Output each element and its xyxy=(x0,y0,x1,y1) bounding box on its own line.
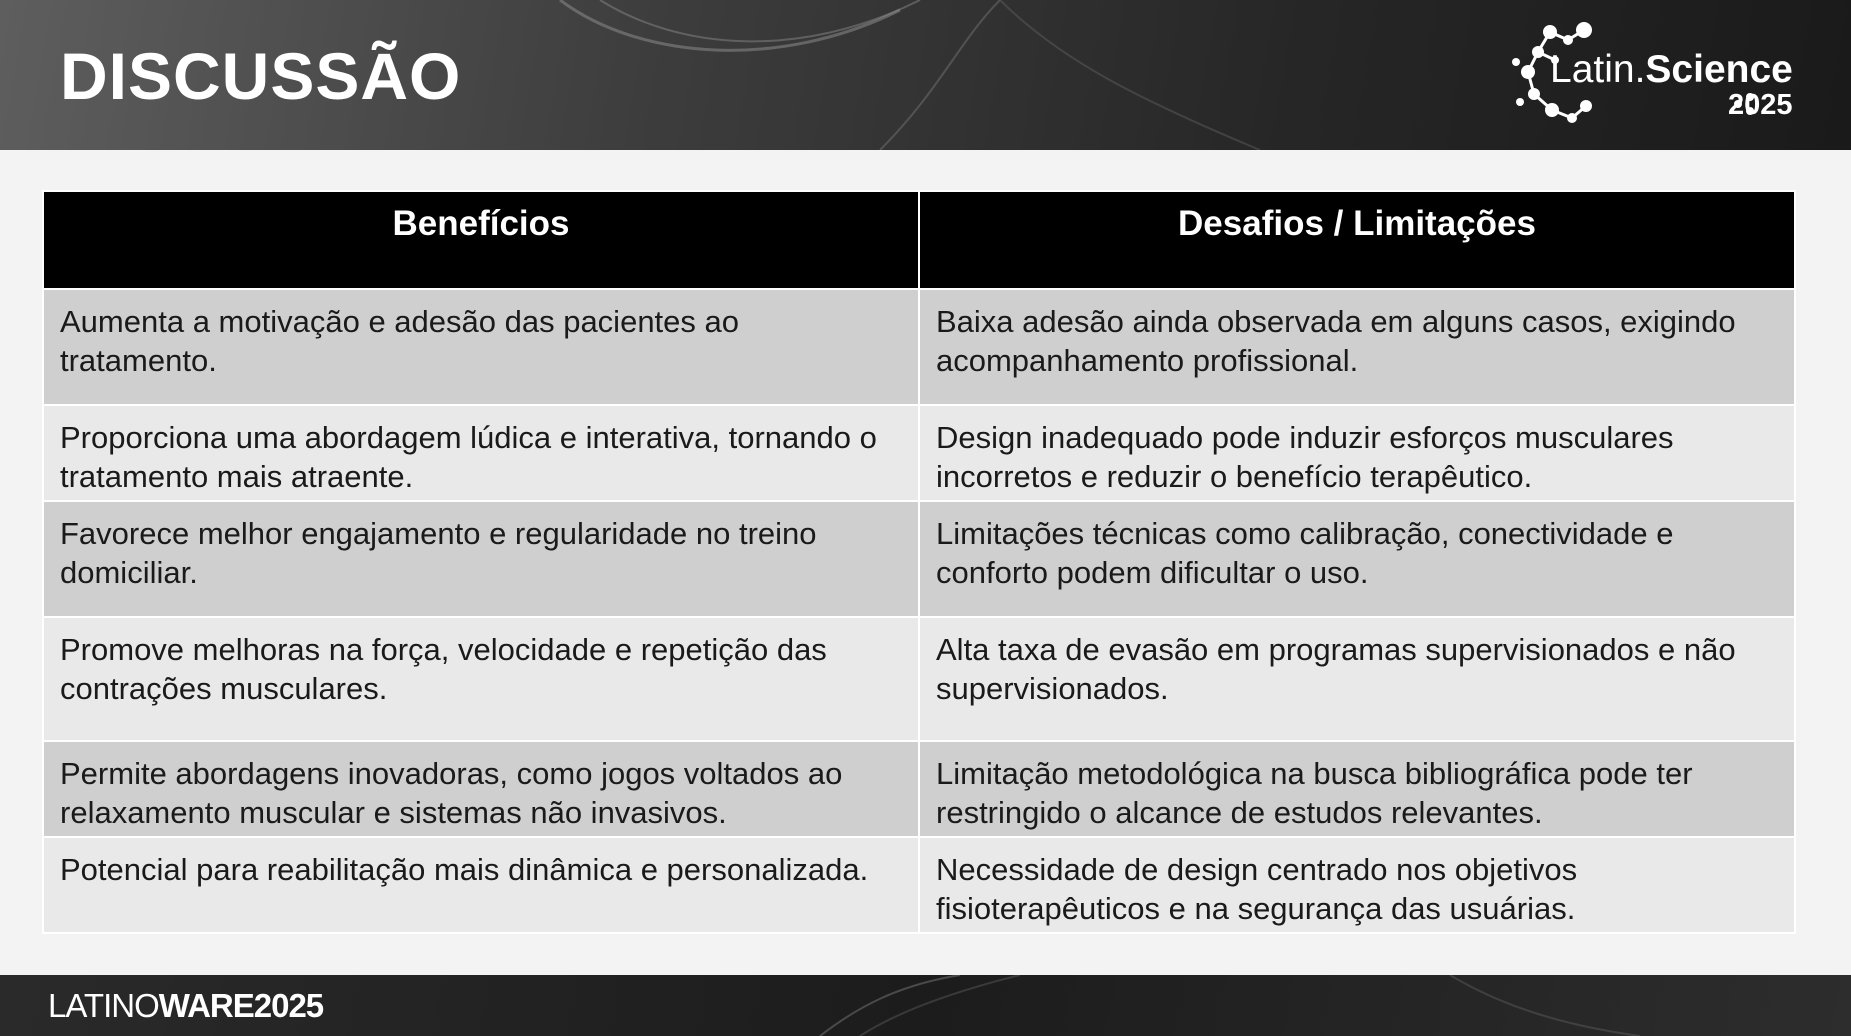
challenge-cell: Limitação metodológica na busca bibliográfica pode ter restringido o alcance de estudos relevantes. xyxy=(919,741,1795,837)
footer-brand-bold: WARE xyxy=(158,987,254,1024)
latinoware-logo xyxy=(48,987,323,1025)
logo-year: 2025 xyxy=(1728,89,1793,121)
logo-name-bold: Science xyxy=(1645,48,1793,91)
benefit-cell: Aumenta a motivação e adesão das pacientes ao tratamento. xyxy=(43,289,919,405)
table-row xyxy=(43,501,1795,617)
benefit-cell: Proporciona uma abordagem lúdica e interativa, tornando o tratamento mais atraente. xyxy=(43,405,919,501)
benefit-cell: Favorece melhor engajamento e regularidade no treino domiciliar. xyxy=(43,501,919,617)
challenge-cell: Design inadequado pode induzir esforços musculares incorretos e reduzir o benefício terapêutico. xyxy=(919,405,1795,501)
challenge-cell: Alta taxa de evasão em programas supervisionados e não supervisionados. xyxy=(919,617,1795,741)
column-header-benefits: Benefícios xyxy=(43,191,919,289)
table-row xyxy=(43,837,1795,933)
benefit-cell: Permite abordagens inovadoras, como jogos voltados ao relaxamento muscular e sistemas não invasivos. xyxy=(43,741,919,837)
table-row xyxy=(43,289,1795,405)
benefit-cell: Promove melhoras na força, velocidade e repetição das contrações musculares. xyxy=(43,617,919,741)
table-header-row xyxy=(43,191,1795,289)
discussion-table-container xyxy=(42,190,1796,934)
table-row xyxy=(43,617,1795,741)
discussion-table xyxy=(42,190,1796,934)
page-title: DISCUSSÃO xyxy=(60,39,462,113)
table-row xyxy=(43,405,1795,501)
logo-wordmark xyxy=(1550,48,1793,92)
footer-brand-year: 2025 xyxy=(253,987,324,1024)
column-header-challenges: Desafios / Limitações xyxy=(919,191,1795,289)
challenge-cell: Baixa adesão ainda observada em alguns casos, exigindo acompanhamento profissional. xyxy=(919,289,1795,405)
table-row xyxy=(43,741,1795,837)
slide-footer xyxy=(0,975,1851,1036)
benefit-cell: Potencial para reabilitação mais dinâmica e personalizada. xyxy=(43,837,919,933)
slide-header xyxy=(0,0,1851,150)
challenge-cell: Limitações técnicas como calibração, conectividade e conforto podem dificultar o uso. xyxy=(919,501,1795,617)
logo-name-light: Latin. xyxy=(1550,48,1646,91)
challenge-cell: Necessidade de design centrado nos objetivos fisioterapêuticos e na segurança das usuárias. xyxy=(919,837,1795,933)
footer-brand-light: LATINO xyxy=(48,987,159,1024)
